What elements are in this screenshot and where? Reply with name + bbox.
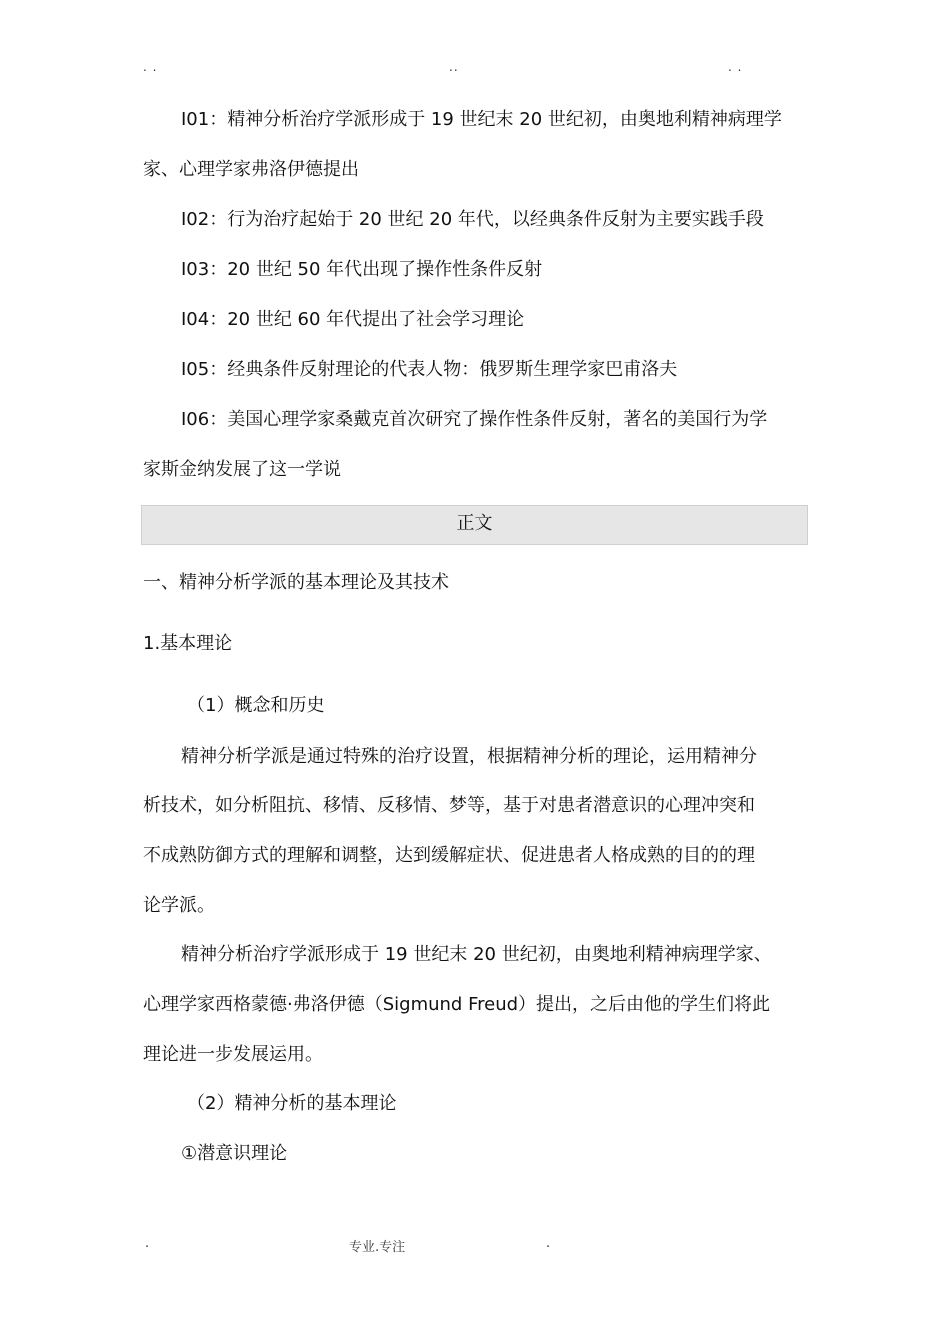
paragraph-line: 析技术，如分析阻抗、移情、反移情、梦等，基于对患者潜意识的心理冲突和 (143, 795, 755, 816)
intro-line: I01：精神分析治疗学派形成于 19 世纪末 20 世纪初，由奥地利精神病理学 (181, 109, 782, 130)
header-center-mark: .. (449, 60, 459, 74)
header-right-mark: . . (728, 60, 743, 74)
section-title: 一、精神分析学派的基本理论及其技术 (143, 572, 449, 593)
paragraph-line: 论学派。 (143, 895, 215, 916)
subsection-title: 1.基本理论 (143, 633, 233, 654)
paragraph-line: 精神分析治疗学派形成于 19 世纪末 20 世纪初，由奥地利精神病理学家、 (181, 944, 772, 965)
heading-basic-theory: （2）精神分析的基本理论 (187, 1093, 397, 1114)
main-text-banner (141, 505, 808, 545)
paragraph-line: 不成熟防御方式的理解和调整，达到缓解症状、促进患者人格成熟的目的的理 (143, 845, 755, 866)
intro-line: I02：行为治疗起始于 20 世纪 20 年代，以经典条件反射为主要实践手段 (181, 209, 764, 230)
intro-line: 家、心理学家弗洛伊德提出 (143, 159, 359, 180)
footer-center-text: 专业.专注 (349, 1240, 406, 1255)
heading-unconscious-theory: ①潜意识理论 (181, 1143, 288, 1164)
heading-concept-history: （1）概念和历史 (187, 695, 325, 716)
footer-left-mark: . (145, 1236, 150, 1251)
banner-title: 正文 (456, 513, 493, 534)
intro-line: I06：美国心理学家桑戴克首次研究了操作性条件反射，著名的美国行为学 (181, 409, 768, 430)
paragraph-line: 精神分析学派是通过特殊的治疗设置，根据精神分析的理论，运用精神分 (181, 746, 757, 767)
paragraph-line: 理论进一步发展运用。 (143, 1044, 323, 1065)
footer-right-mark: . (546, 1236, 551, 1251)
intro-line: 家斯金纳发展了这一学说 (143, 459, 341, 480)
header-left-mark: . . (143, 60, 158, 74)
intro-line: I03：20 世纪 50 年代出现了操作性条件反射 (181, 259, 543, 280)
intro-line: I05：经典条件反射理论的代表人物：俄罗斯生理学家巴甫洛夫 (181, 359, 678, 380)
intro-line: I04：20 世纪 60 年代提出了社会学习理论 (181, 309, 525, 330)
paragraph-line: 心理学家西格蒙德·弗洛伊德（Sigmund Freud）提出，之后由他的学生们将此 (143, 994, 771, 1015)
